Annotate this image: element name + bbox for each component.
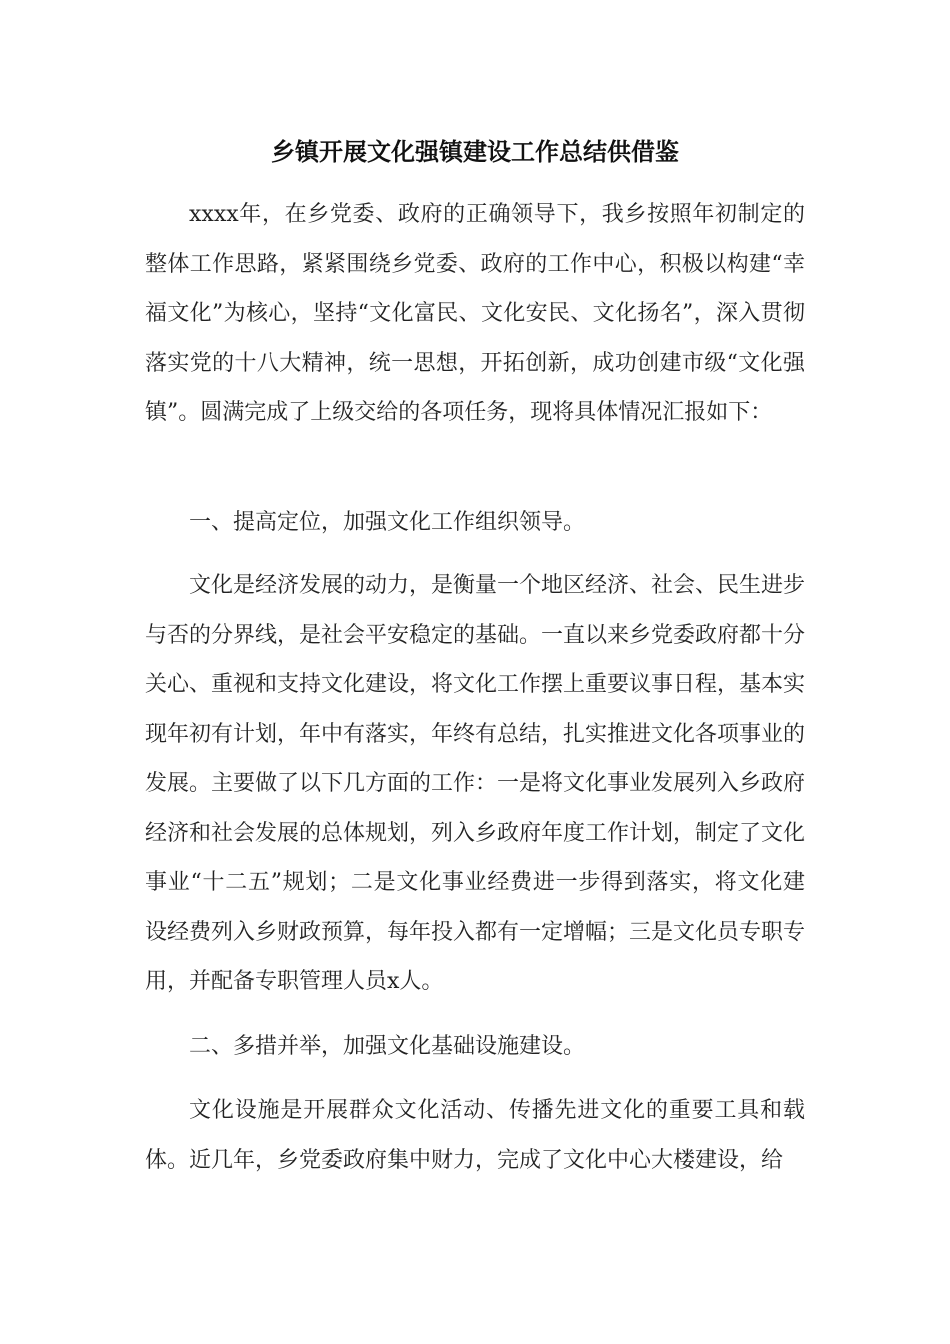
section-heading-1: 一、提高定位，加强文化工作组织领导。 <box>189 510 586 535</box>
paragraph-section-2: 文化设施是开展群众文化活动、传播先进文化的重要工具和载体。近几年，乡党委政府集中财力，完成了文化中心大楼建设，给 <box>145 1098 805 1173</box>
section-heading-2: 二、多措并举，加强文化基础设施建设。 <box>189 1034 586 1059</box>
document-title: 乡镇开展文化强镇建设工作总结供借鉴 <box>271 138 679 166</box>
paragraph-intro: xxxx年，在乡党委、政府的正确领导下，我乡按照年初制定的整体工作思路，紧紧围绕乡党委、政府的工作中心，积极以构建“幸福文化”为核心，坚持“文化富民、文化安民、文化扬名”，深入贯彻落实党的十八大精神，统一思想，开拓创新，成功创建市级“文化强镇”。圆满完成了上级交给的各项任务，现将具体情况汇报如下： <box>145 202 805 425</box>
paragraph-section-1: 文化是经济发展的动力，是衡量一个地区经济、社会、民生进步与否的分界线，是社会平安稳定的基础。一直以来乡党委政府都十分关心、重视和支持文化建设，将文化工作摆上重要议事日程，基本实现年初有计划，年中有落实，年终有总结，扎实推进文化各项事业的发展。主要做了以下几方面的工作：一是将文化事业发展列入乡政府经济和社会发展的总体规划，列入乡政府年度工作计划，制定了文化事业“十二五”规划；二是文化事业经费进一步得到落实，将文化建设经费列入乡财政预算，每年投入都有一定增幅；三是文化员专职专用，并配备专职管理人员x人。 <box>145 573 806 994</box>
